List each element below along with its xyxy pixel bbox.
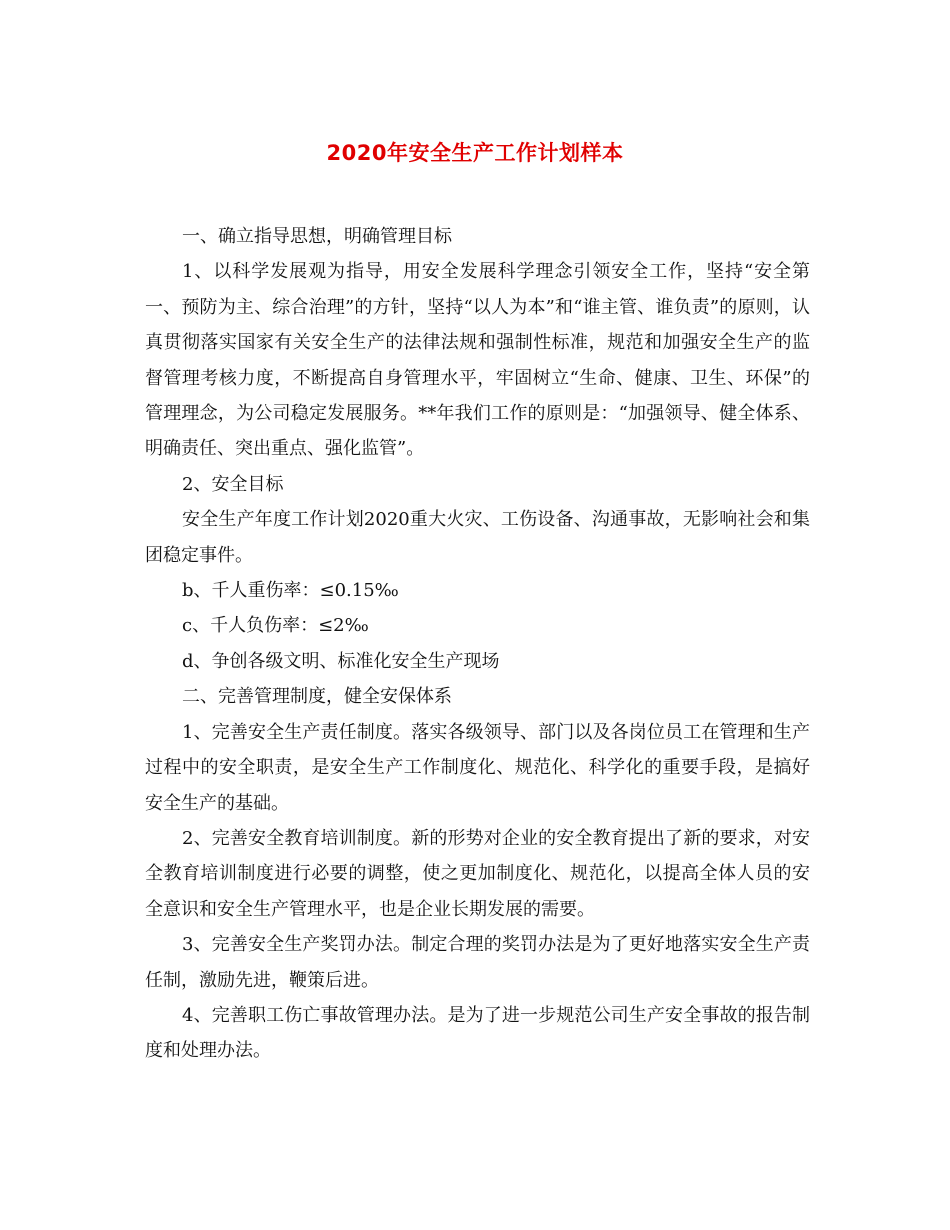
paragraph-guiding-principle: 1、以科学发展观为指导，用安全发展科学理念引领安全工作，坚持“安全第一、预防为主、综合治理”的方针，坚持“以人为本”和“谁主管、谁负责”的原则，认真贯彻落实国家有关安全生产的法律法规和强制性标准，规范和加强安全生产的监督管理考核力度，不断提高自身管理水平，牢固树立“生命、健康、卫生、环保”的管理理念，为公司稳定发展服务。**年我们工作的原则是：“加强领导、健全体系、明确责任、突出重点、强化监管”。	[145, 261, 810, 460]
subheading-safety-goals: 2、安全目标	[182, 473, 284, 495]
paragraph-accident-management: 4、完善职工伤亡事故管理办法。是为了进一步规范公司生产安全事故的报告制度和处理办法。	[145, 1004, 810, 1062]
paragraph-training-system: 2、完善安全教育培训制度。新的形势对企业的安全教育提出了新的要求，对安全教育培训制度进行必要的调整，使之更加制度化、规范化，以提高全体人员的安全意识和安全生产管理水平，也是企业长期发展的需要。	[145, 827, 810, 920]
item-injury-rate: c、千人负伤率：≤2‰	[182, 615, 369, 637]
heading-section-2: 二、完善管理制度，健全安保体系	[182, 686, 452, 708]
paragraph-responsibility-system: 1、完善安全生产责任制度。落实各级领导、部门以及各岗位员工在管理和生产过程中的安全职责，是安全生产工作制度化、规范化、科学化的重要手段，是搞好安全生产的基础。	[145, 721, 810, 814]
heading-section-1: 一、确立指导思想，明确管理目标	[182, 226, 452, 247]
document-title: 2020年安全生产工作计划样本	[326, 141, 624, 165]
document-body	[145, 219, 810, 1069]
paragraph-annual-plan: 安全生产年度工作计划2020重大火灾、工伤设备、沟通事故，无影响社会和集团稳定事件。	[145, 509, 810, 566]
item-civilized-site: d、争创各级文明、标准化安全生产现场	[182, 650, 500, 672]
paragraph-reward-penalty: 3、完善安全生产奖罚办法。制定合理的奖罚办法是为了更好地落实安全生产责任制，激励先进，鞭策后进。	[145, 934, 810, 991]
item-serious-injury-rate: b、千人重伤率：≤0.15‰	[182, 580, 399, 602]
